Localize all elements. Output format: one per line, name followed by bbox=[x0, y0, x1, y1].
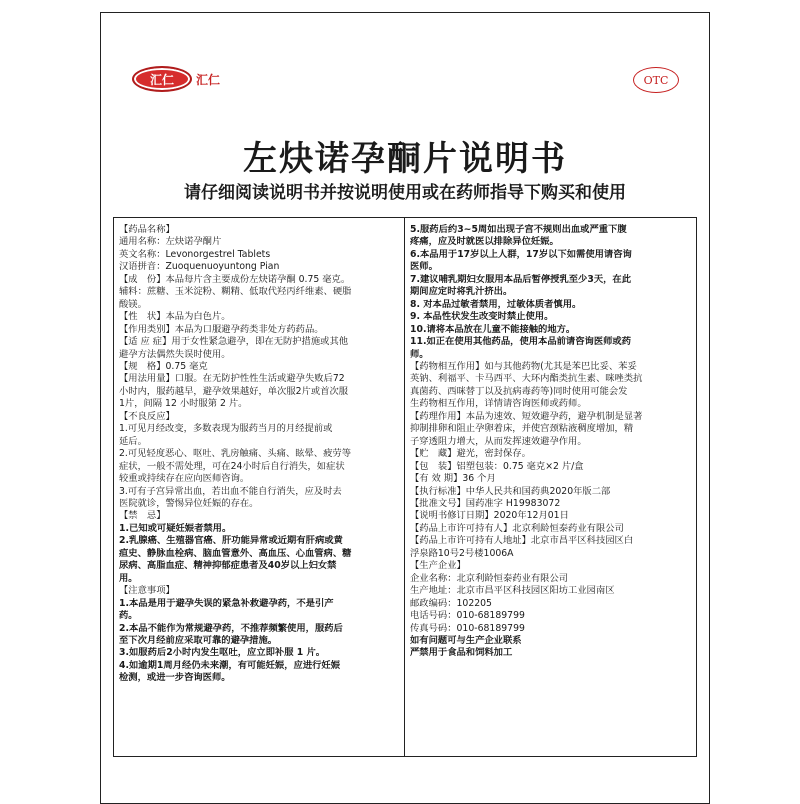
text-line: 避孕方法偶然失误时使用。 bbox=[119, 348, 231, 360]
brand-logo-mark: 汇仁 bbox=[132, 66, 192, 92]
text-line: 【有 效 期】36 个月 bbox=[410, 473, 496, 485]
text-line: 【生产企业】 bbox=[410, 560, 466, 572]
text-line: 辅料：蔗糖、玉米淀粉、糊精、低取代羟丙纤维素、硬脂 bbox=[119, 286, 352, 298]
text-line: 检测，或进一步咨询医师。 bbox=[119, 672, 231, 684]
column-divider bbox=[404, 218, 405, 756]
text-line: 2.本品不能作为常规避孕药，不推荐频繁使用，服药后 bbox=[119, 622, 343, 634]
text-line: 【适 应 症】用于女性紧急避孕，即在无防护措施或其他 bbox=[119, 336, 349, 348]
right-column bbox=[410, 224, 692, 660]
text-line: 7.建议哺乳期妇女服用本品后暂停授乳至少3天，在此 bbox=[410, 273, 632, 285]
text-line: 【禁 忌】 bbox=[119, 510, 166, 522]
text-line: 6.本品用于17岁以上人群，17岁以下如需使用请咨询 bbox=[410, 248, 632, 260]
text-line: 邮政编码：102205 bbox=[410, 597, 492, 609]
text-line: 疸史、静脉血栓病、脑血管意外、高血压、心血管病、糖 bbox=[119, 547, 352, 559]
text-line: 11.如正在使用其他药品，使用本品前请咨询医师或药 bbox=[410, 336, 632, 348]
text-line: 1.可见月经改变，多数表现为服药当月的月经提前或 bbox=[119, 423, 333, 435]
text-line: 10.请将本品放在儿童不能接触的地方。 bbox=[410, 323, 576, 335]
document-title: 左炔诺孕酮片说明书 bbox=[243, 139, 567, 179]
leaflet-sheet bbox=[100, 12, 710, 804]
text-line: 真菌药、西咪替丁以及抗病毒药等)同时使用可能会发 bbox=[410, 385, 628, 397]
text-line: 【注意事项】 bbox=[119, 585, 175, 597]
text-line: 英钠、利福平、卡马西平、大环内酯类抗生素、咪唑类抗 bbox=[410, 373, 643, 385]
text-line: 2.乳腺癌、生殖器官癌、肝功能异常或近期有肝病或黄 bbox=[119, 535, 343, 547]
text-line: 汉语拼音：Zuoquenuoyuntong Pian bbox=[119, 261, 280, 273]
text-line: 生药物相互作用，详情请咨询医师或药师。 bbox=[410, 398, 587, 410]
text-line: 4.如逾期1周月经仍未来潮，有可能妊娠，应进行妊娠 bbox=[119, 659, 341, 671]
text-line: 【成 份】本品每片含主要成份左炔诺孕酮 0.75 毫克。 bbox=[119, 273, 351, 285]
text-line: 【批准文号】国药准字 H19983072 bbox=[410, 497, 561, 509]
text-line: 师。 bbox=[410, 348, 429, 360]
text-line: 【药物相互作用】如与其他药物(尤其是苯巴比妥、苯妥 bbox=[410, 360, 637, 372]
otc-badge: OTC bbox=[633, 67, 679, 93]
text-line: 9. 本品性状发生改变时禁止使用。 bbox=[410, 311, 554, 323]
text-line: 3.如服药后2小时内发生呕吐，应立即补服 1 片。 bbox=[119, 647, 326, 659]
text-line: 2.可见轻度恶心、呕吐、乳房触痛、头痛、眩晕、疲劳等 bbox=[119, 448, 351, 460]
text-line: 子穿透阻力增大，从而发挥速效避孕作用。 bbox=[410, 435, 587, 447]
document-subtitle: 请仔细阅读说明书并按说明使用或在药师指导下购买和使用 bbox=[184, 183, 626, 203]
brand-logo bbox=[132, 66, 220, 92]
text-line: 【执行标准】中华人民共和国药典2020年版二部 bbox=[410, 485, 611, 497]
text-line: 【药理作用】本品为速效、短效避孕药，避孕机制是显著 bbox=[410, 410, 643, 422]
text-line: 1片，间隔 12 小时服第 2 片。 bbox=[119, 398, 248, 410]
text-line: 通用名称：左炔诺孕酮片 bbox=[119, 236, 222, 248]
text-line: 药。 bbox=[119, 610, 138, 622]
text-line: 期间应定时将乳汁挤出。 bbox=[410, 286, 513, 298]
text-line: 3.可有子宫异常出血，若出血不能自行消失，应及时去 bbox=[119, 485, 342, 497]
content-frame bbox=[113, 217, 697, 757]
text-line: 1.本品是用于避孕失误的紧急补救避孕药，不是引产 bbox=[119, 597, 334, 609]
text-line: 【规 格】0.75 毫克 bbox=[119, 360, 208, 372]
text-line: 【用法用量】口服。在无防护性性生活或避孕失败后72 bbox=[119, 373, 345, 385]
text-line: 企业名称：北京利龄恒泰药业有限公司 bbox=[410, 572, 569, 584]
text-line: 疼痛，应及时就医以排除异位妊娠。 bbox=[410, 236, 559, 248]
text-line: 至下次月经前应采取可靠的避孕措施。 bbox=[119, 634, 278, 646]
text-line: 小时内，服药越早，避孕效果越好，单次服2片或首次服 bbox=[119, 385, 349, 397]
text-line: 5.服药后约3~5周如出现子宫不规则出血或严重下腹 bbox=[410, 224, 627, 235]
text-line: 【性 状】本品为白色片。 bbox=[119, 311, 231, 323]
text-line: 【药品上市许可持有人】北京利龄恒泰药业有限公司 bbox=[410, 522, 624, 534]
text-line: 传真号码：010-68189799 bbox=[410, 622, 525, 634]
text-line: 抑制排卵和阻止孕卵着床，并使宫颈粘液稠度增加，精 bbox=[410, 423, 634, 435]
text-line: 【作用类别】本品为口服避孕药类非处方药药品。 bbox=[119, 323, 324, 335]
text-line: 1.已知或可疑妊娠者禁用。 bbox=[119, 522, 232, 534]
text-line: 严禁用于食品和饲料加工 bbox=[410, 647, 513, 659]
text-line: 【药品名称】 bbox=[119, 224, 175, 235]
text-line: 【不良反应】 bbox=[119, 410, 175, 422]
text-line: 生产地址：北京市昌平区科技园区阳坊工业园南区 bbox=[410, 585, 615, 597]
brand-name: 汇仁 bbox=[196, 72, 221, 87]
left-column bbox=[119, 224, 399, 685]
text-line: 如有问题可与生产企业联系 bbox=[410, 634, 522, 646]
text-line: 【说明书修订日期】2020年12月01日 bbox=[410, 510, 569, 522]
text-line: 8. 对本品过敏者禁用，过敏体质者慎用。 bbox=[410, 298, 582, 310]
text-line: 浮泉路10号2号楼1006A bbox=[410, 547, 514, 559]
text-line: 【贮 藏】避光，密封保存。 bbox=[410, 448, 531, 460]
text-line: 症状，一般不需处理，可在24小时后自行消失，如症状 bbox=[119, 460, 345, 472]
text-line: 医院就诊，警惕异位妊娠的存在。 bbox=[119, 497, 259, 509]
text-line: 英文名称：Levonorgestrel Tablets bbox=[119, 248, 271, 260]
text-line: 电话号码：010-68189799 bbox=[410, 610, 525, 622]
text-line: 用。 bbox=[119, 572, 138, 584]
text-line: 延后。 bbox=[119, 435, 147, 447]
text-line: 酸镁。 bbox=[119, 298, 147, 310]
text-line: 较重或持续存在应向医师咨询。 bbox=[119, 473, 250, 485]
text-line: 医师。 bbox=[410, 261, 438, 273]
text-line: 【药品上市许可持有人地址】北京市昌平区科技园区白 bbox=[410, 535, 634, 547]
text-line: 【包 装】铝塑包装：0.75 毫克×2 片/盒 bbox=[410, 460, 584, 472]
text-line: 尿病、高脂血症、精神抑郁症患者及40岁以上妇女禁 bbox=[119, 560, 337, 572]
